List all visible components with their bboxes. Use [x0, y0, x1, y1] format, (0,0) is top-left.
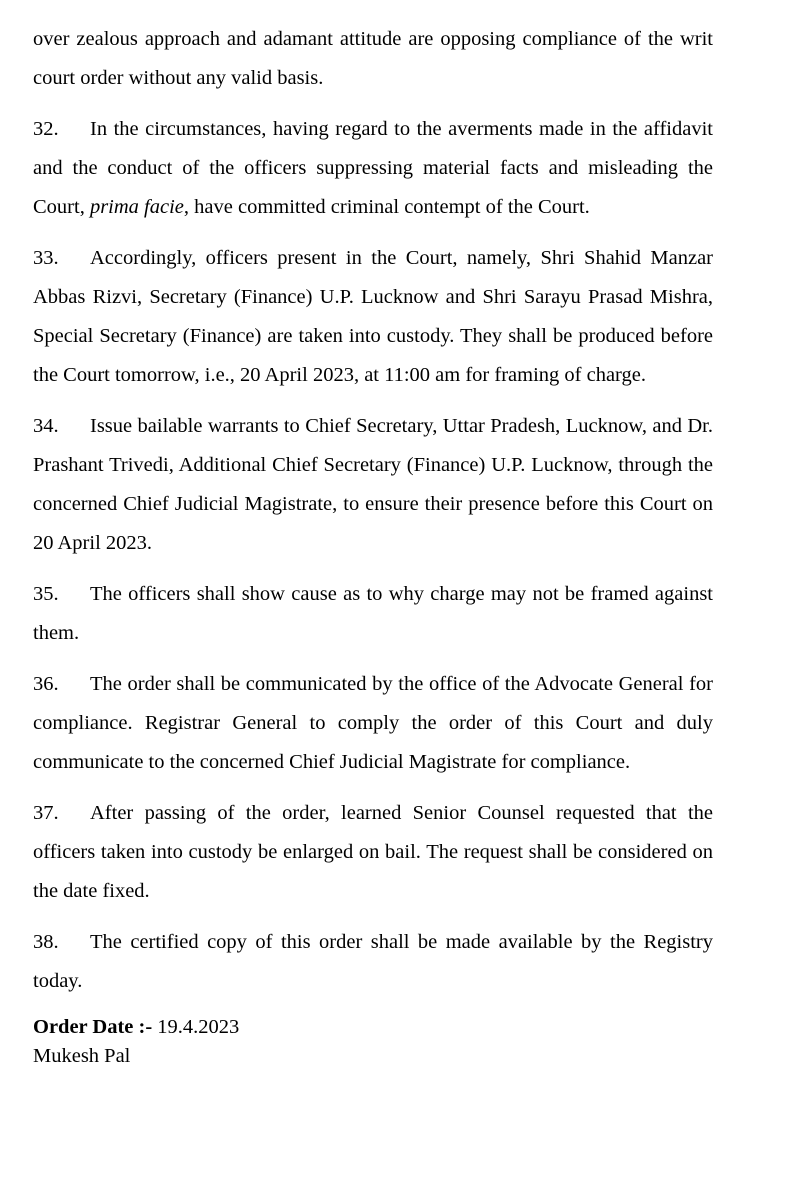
paragraph-33	[33, 239, 713, 395]
paragraph-number: 33.	[33, 247, 59, 269]
document-page	[33, 20, 713, 1071]
paragraph-number: 35.	[33, 583, 59, 605]
paragraph-text: The officers shall show cause as to why charge may not be framed against them.	[33, 583, 713, 644]
paragraph-text: The order shall be communicated by the office of the Advocate General for compliance. Registrar General to comply the order of this Court and duly communicate to the concerned Chief Judicial Magistrate for compliance.	[33, 673, 713, 773]
paragraph-number: 38.	[33, 931, 59, 953]
paragraph-number: 36.	[33, 673, 59, 695]
paragraph-32	[33, 110, 713, 227]
paragraph-text-after: , have committed criminal contempt of the Court.	[183, 196, 590, 218]
paragraph-34	[33, 407, 713, 563]
paragraph-text: After passing of the order, learned Senior Counsel requested that the officers taken into custody be enlarged on bail. The request shall be considered on the date fixed.	[33, 802, 713, 902]
lead-paragraph	[33, 20, 713, 98]
paragraph-text: The certified copy of this order shall be made available by the Registry today.	[33, 931, 713, 992]
paragraph-italic-text: prima facie	[89, 196, 184, 218]
paragraph-number: 37.	[33, 802, 59, 824]
paragraph-37	[33, 794, 713, 911]
paragraph-number: 32.	[33, 118, 59, 140]
paragraph-text: Accordingly, officers present in the Court, namely, Shri Shahid Manzar Abbas Rizvi, Secretary (Finance) U.P. Lucknow and Shri Sarayu Prasad Mishra, Special Secretary (Finance) are taken into custody. They shall be produced before the Court tomorrow, i.e., 20 April 2023, at 11:00 am for framing of charge.	[33, 247, 713, 386]
paragraph-35	[33, 575, 713, 653]
order-footer	[33, 1013, 713, 1071]
order-date-label: Order Date :-	[33, 1016, 153, 1038]
order-date-value: 19.4.2023	[152, 1016, 240, 1038]
paragraph-number: 34.	[33, 415, 59, 437]
paragraph-36	[33, 665, 713, 782]
author-name: Mukesh Pal	[33, 1045, 131, 1067]
paragraph-text-before: In the circumstances, having regard to the averments made in the affidavit and the conduct of the officers suppressing material facts and misleading the Court,	[33, 118, 713, 218]
paragraph-38	[33, 923, 713, 1001]
paragraph-text: Issue bailable warrants to Chief Secretary, Uttar Pradesh, Lucknow, and Dr. Prashant Trivedi, Additional Chief Secretary (Finance) U.P. Lucknow, through the concerned Chief Judicial Magistrate, to ensure their presence before this Court on 20 April 2023.	[33, 415, 713, 554]
order-date-line	[33, 1013, 713, 1042]
lead-paragraph-text: over zealous approach and adamant attitude are opposing compliance of the writ court order without any valid basis.	[33, 28, 713, 89]
